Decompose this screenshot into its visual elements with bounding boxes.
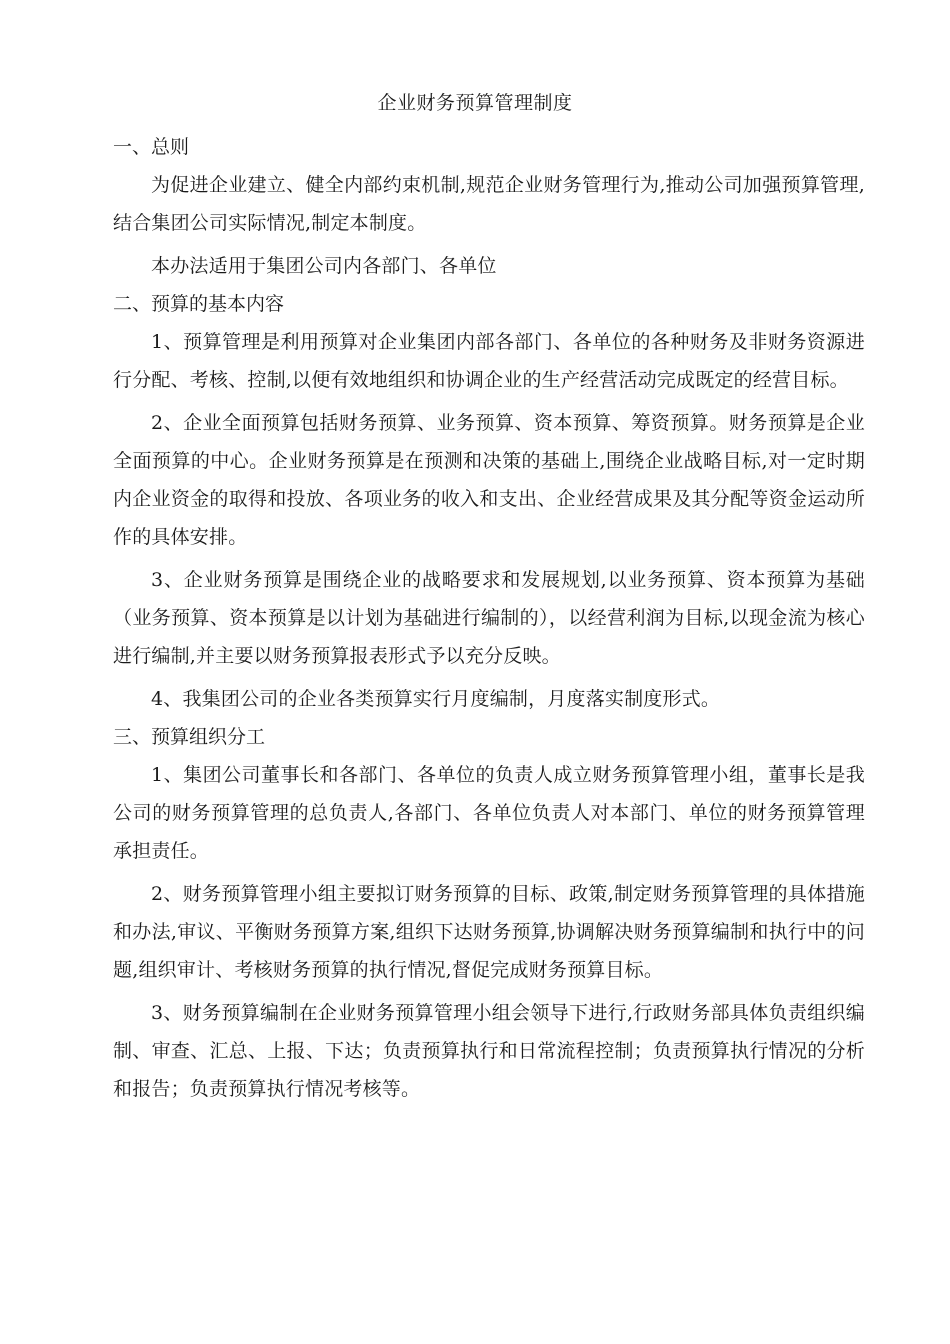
paragraph: 1、预算管理是利用预算对企业集团内部各部门、各单位的各种财务及非财务资源进行分配、考核、控制,以便有效地组织和协调企业的生产经营活动完成既定的经营目标。: [113, 331, 865, 391]
paragraph: 本办法适用于集团公司内各部门、各单位: [151, 255, 497, 277]
section-heading-organization: 三、预算组织分工: [113, 726, 266, 748]
paragraph: 1、集团公司董事长和各部门、各单位的负责人成立财务预算管理小组，董事长是我公司的财务预算管理的总负责人,各部门、各单位负责人对本部门、单位的财务预算管理承担责任。: [113, 764, 865, 862]
document-body: [113, 128, 865, 1108]
paragraph: 3、财务预算编制在企业财务预算管理小组会领导下进行,行政财务部具体负责组织编制、审查、汇总、上报、下达；负责预算执行和日常流程控制；负责预算执行情况的分析和报告；负责预算执行情况考核等。: [113, 1002, 865, 1100]
document-title: 企业财务预算管理制度: [377, 92, 573, 114]
paragraph: 3、企业财务预算是围绕企业的战略要求和发展规划,以业务预算、资本预算为基础（业务预算、资本预算是以计划为基础进行编制的），以经营利润为目标,以现金流为核心进行编制,并主要以财务预算报表形式予以充分反映。: [113, 569, 865, 667]
paragraph: 4、我集团公司的企业各类预算实行月度编制，月度落实制度形式。: [151, 688, 721, 710]
paragraph: 2、企业全面预算包括财务预算、业务预算、资本预算、筹资预算。财务预算是企业全面预算的中心。企业财务预算是在预测和决策的基础上,围绕企业战略目标,对一定时期内企业资金的取得和投放、各项业务的收入和支出、企业经营成果及其分配等资金运动所作的具体安排。: [113, 412, 865, 548]
section-heading-budget-content: 二、预算的基本内容: [113, 293, 285, 315]
paragraph: 2、财务预算管理小组主要拟订财务预算的目标、政策,制定财务预算管理的具体措施和办法,审议、平衡财务预算方案,组织下达财务预算,协调解决财务预算编制和执行中的问题,组织审计、考核财务预算的执行情况,督促完成财务预算目标。: [113, 883, 865, 981]
paragraph: 为促进企业建立、健全内部约束机制,规范企业财务管理行为,推动公司加强预算管理,结合集团公司实际情况,制定本制度。: [113, 174, 865, 234]
section-heading-general: 一、总则: [113, 136, 190, 158]
